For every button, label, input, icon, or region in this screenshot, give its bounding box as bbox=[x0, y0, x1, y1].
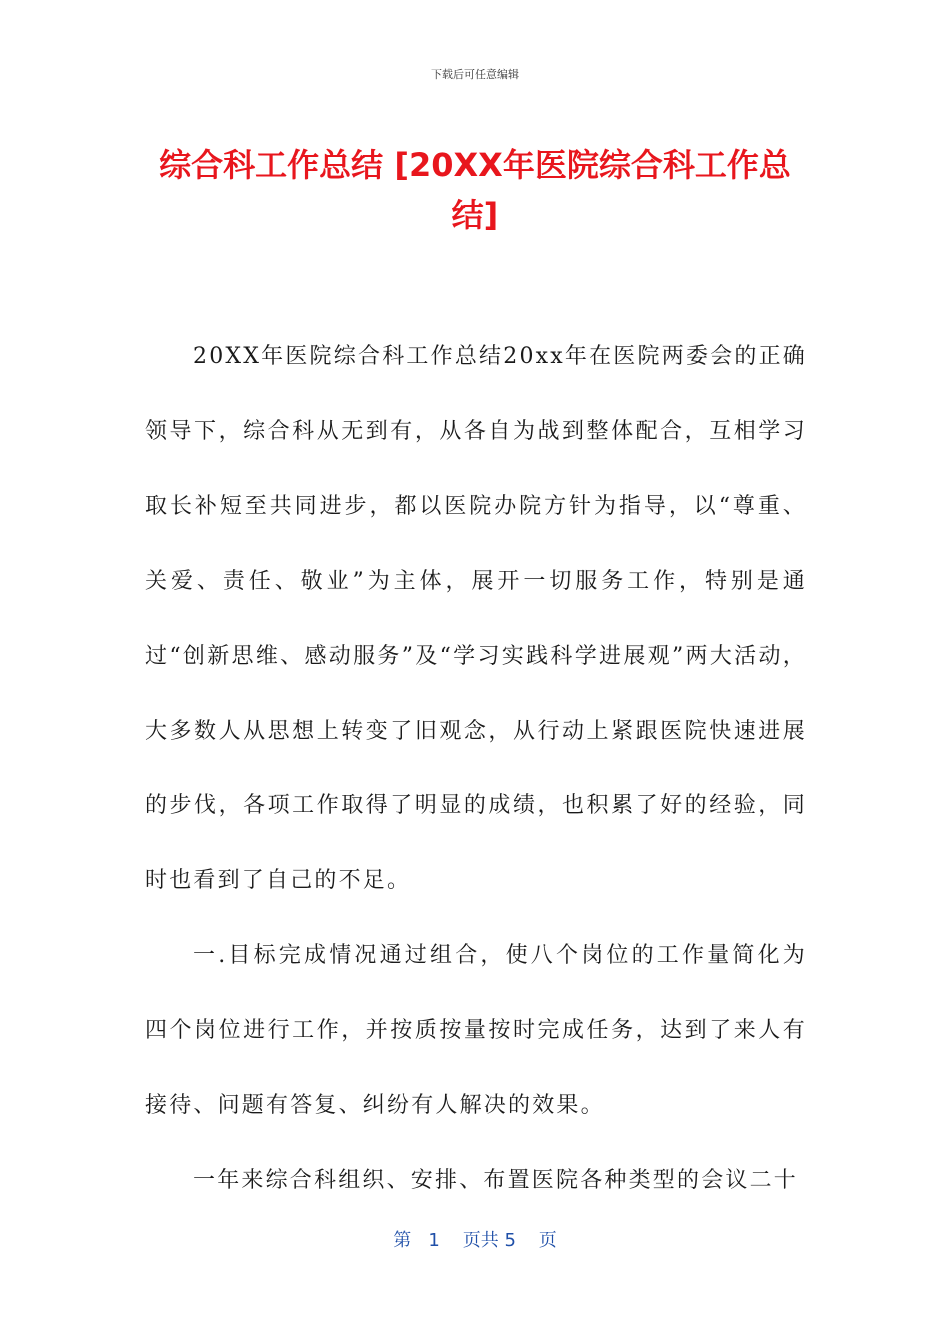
footer-total-pages: 5 bbox=[504, 1230, 516, 1251]
footer-prefix: 第 bbox=[393, 1230, 412, 1251]
footer-middle: 页共 bbox=[462, 1230, 499, 1251]
document-body bbox=[145, 320, 807, 1219]
paragraph-1: 20XX年医院综合科工作总结20xx年在医院两委会的正确领导下，综合科从无到有，从各自为战到整体配合，互相学习取长补短至共同进步，都以医院办院方针为指导，以“尊重、关爱、责任、敬业”为主体，展开一切服务工作，特别是通过“创新思维、感动服务”及“学习实践科学进展观”两大活动，大多数人从思想上转变了旧观念，从行动上紧跟医院快速进展的步伐，各项工作取得了明显的成绩，也积累了好的经验，同时也看到了自己的不足。 bbox=[145, 344, 807, 894]
page-footer bbox=[0, 1226, 950, 1252]
document-title: 综合科工作总结 [20XX年医院综合科工作总结] bbox=[159, 146, 791, 234]
footer-current-page: 1 bbox=[428, 1230, 440, 1251]
header-note: 下载后可任意编辑 bbox=[431, 68, 519, 81]
footer-suffix: 页 bbox=[538, 1230, 557, 1251]
paragraph-3: 一年来综合科组织、安排、布置医院各种类型的会议二十 bbox=[193, 1167, 799, 1193]
paragraph-2: 一.目标完成情况通过组合，使八个岗位的工作量简化为四个岗位进行工作，并按质按量按时完成任务，达到了来人有接待、问题有答复、纠纷有人解决的效果。 bbox=[145, 943, 807, 1119]
